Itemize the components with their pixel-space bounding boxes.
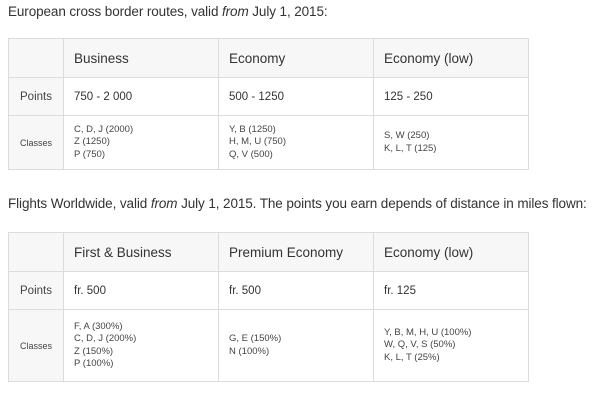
heading-text: European cross border routes, valid <box>8 4 223 19</box>
classes-first-business <box>64 310 219 382</box>
class-line: Y, B, M, H, U (100%) <box>384 326 472 338</box>
worldwide-flights-table <box>8 232 529 382</box>
class-line: F, A (300%) <box>74 320 123 332</box>
heading-emphasis: from <box>150 196 178 211</box>
points-economy: 500 - 1250 <box>219 78 374 116</box>
classes-economy-low <box>374 116 529 170</box>
points-premium-economy: fr. 500 <box>219 272 374 310</box>
classes-business <box>64 116 219 170</box>
classes-premium-economy <box>219 310 374 382</box>
points-row <box>9 272 529 310</box>
section-2-heading <box>8 196 587 211</box>
table-header-row <box>9 39 529 78</box>
class-line: K, L, T (25%) <box>384 351 440 363</box>
points-row-label: Points <box>9 272 64 310</box>
col-header-premium-economy: Premium Economy <box>219 233 374 272</box>
class-line: Y, B (1250) <box>229 123 276 135</box>
class-line: P (750) <box>74 148 105 160</box>
points-economy-low: fr. 125 <box>374 272 529 310</box>
class-line: Z (1250) <box>74 136 110 148</box>
european-routes-table <box>8 38 529 170</box>
class-line: Q, V (500) <box>229 148 273 160</box>
class-line: C, D, J (2000) <box>74 123 134 135</box>
classes-row <box>9 310 529 382</box>
col-header-economy-low: Economy (low) <box>374 39 529 78</box>
class-line: K, L, T (125) <box>384 142 437 154</box>
points-business: 750 - 2 000 <box>64 78 219 116</box>
col-header-business: Business <box>64 39 219 78</box>
heading-text-end: July 1, 2015. The points you earn depends of distance in miles flown: <box>177 196 587 211</box>
heading-emphasis: from <box>222 4 249 19</box>
corner-cell <box>9 39 64 78</box>
class-line: Z (150%) <box>74 345 114 357</box>
classes-row-label: Classes <box>9 310 64 382</box>
class-line: H, M, U (750) <box>229 136 287 148</box>
classes-row-label: Classes <box>9 116 64 170</box>
heading-text: Flights Worldwide, valid <box>8 196 151 211</box>
class-line: N (100%) <box>229 345 270 357</box>
classes-row <box>9 116 529 170</box>
class-line: P (100%) <box>74 358 114 369</box>
class-line: C, D, J (200%) <box>74 333 137 344</box>
table-header-row <box>9 233 529 272</box>
points-economy-low: 125 - 250 <box>374 78 529 116</box>
points-row <box>9 78 529 116</box>
points-row-label: Points <box>9 78 64 116</box>
class-line: S, W (250) <box>384 130 430 141</box>
col-header-first-business: First & Business <box>64 233 219 272</box>
heading-text-end: July 1, 2015: <box>248 4 328 19</box>
class-line: G, E (150%) <box>229 333 282 344</box>
classes-economy <box>219 116 374 170</box>
corner-cell <box>9 233 64 272</box>
points-first-business: fr. 500 <box>64 272 219 310</box>
section-1-heading <box>8 4 328 19</box>
col-header-economy-low: Economy (low) <box>374 233 529 272</box>
classes-economy-low <box>374 310 529 382</box>
col-header-economy: Economy <box>219 39 374 78</box>
class-line: W, Q, V, S (50%) <box>384 339 456 351</box>
